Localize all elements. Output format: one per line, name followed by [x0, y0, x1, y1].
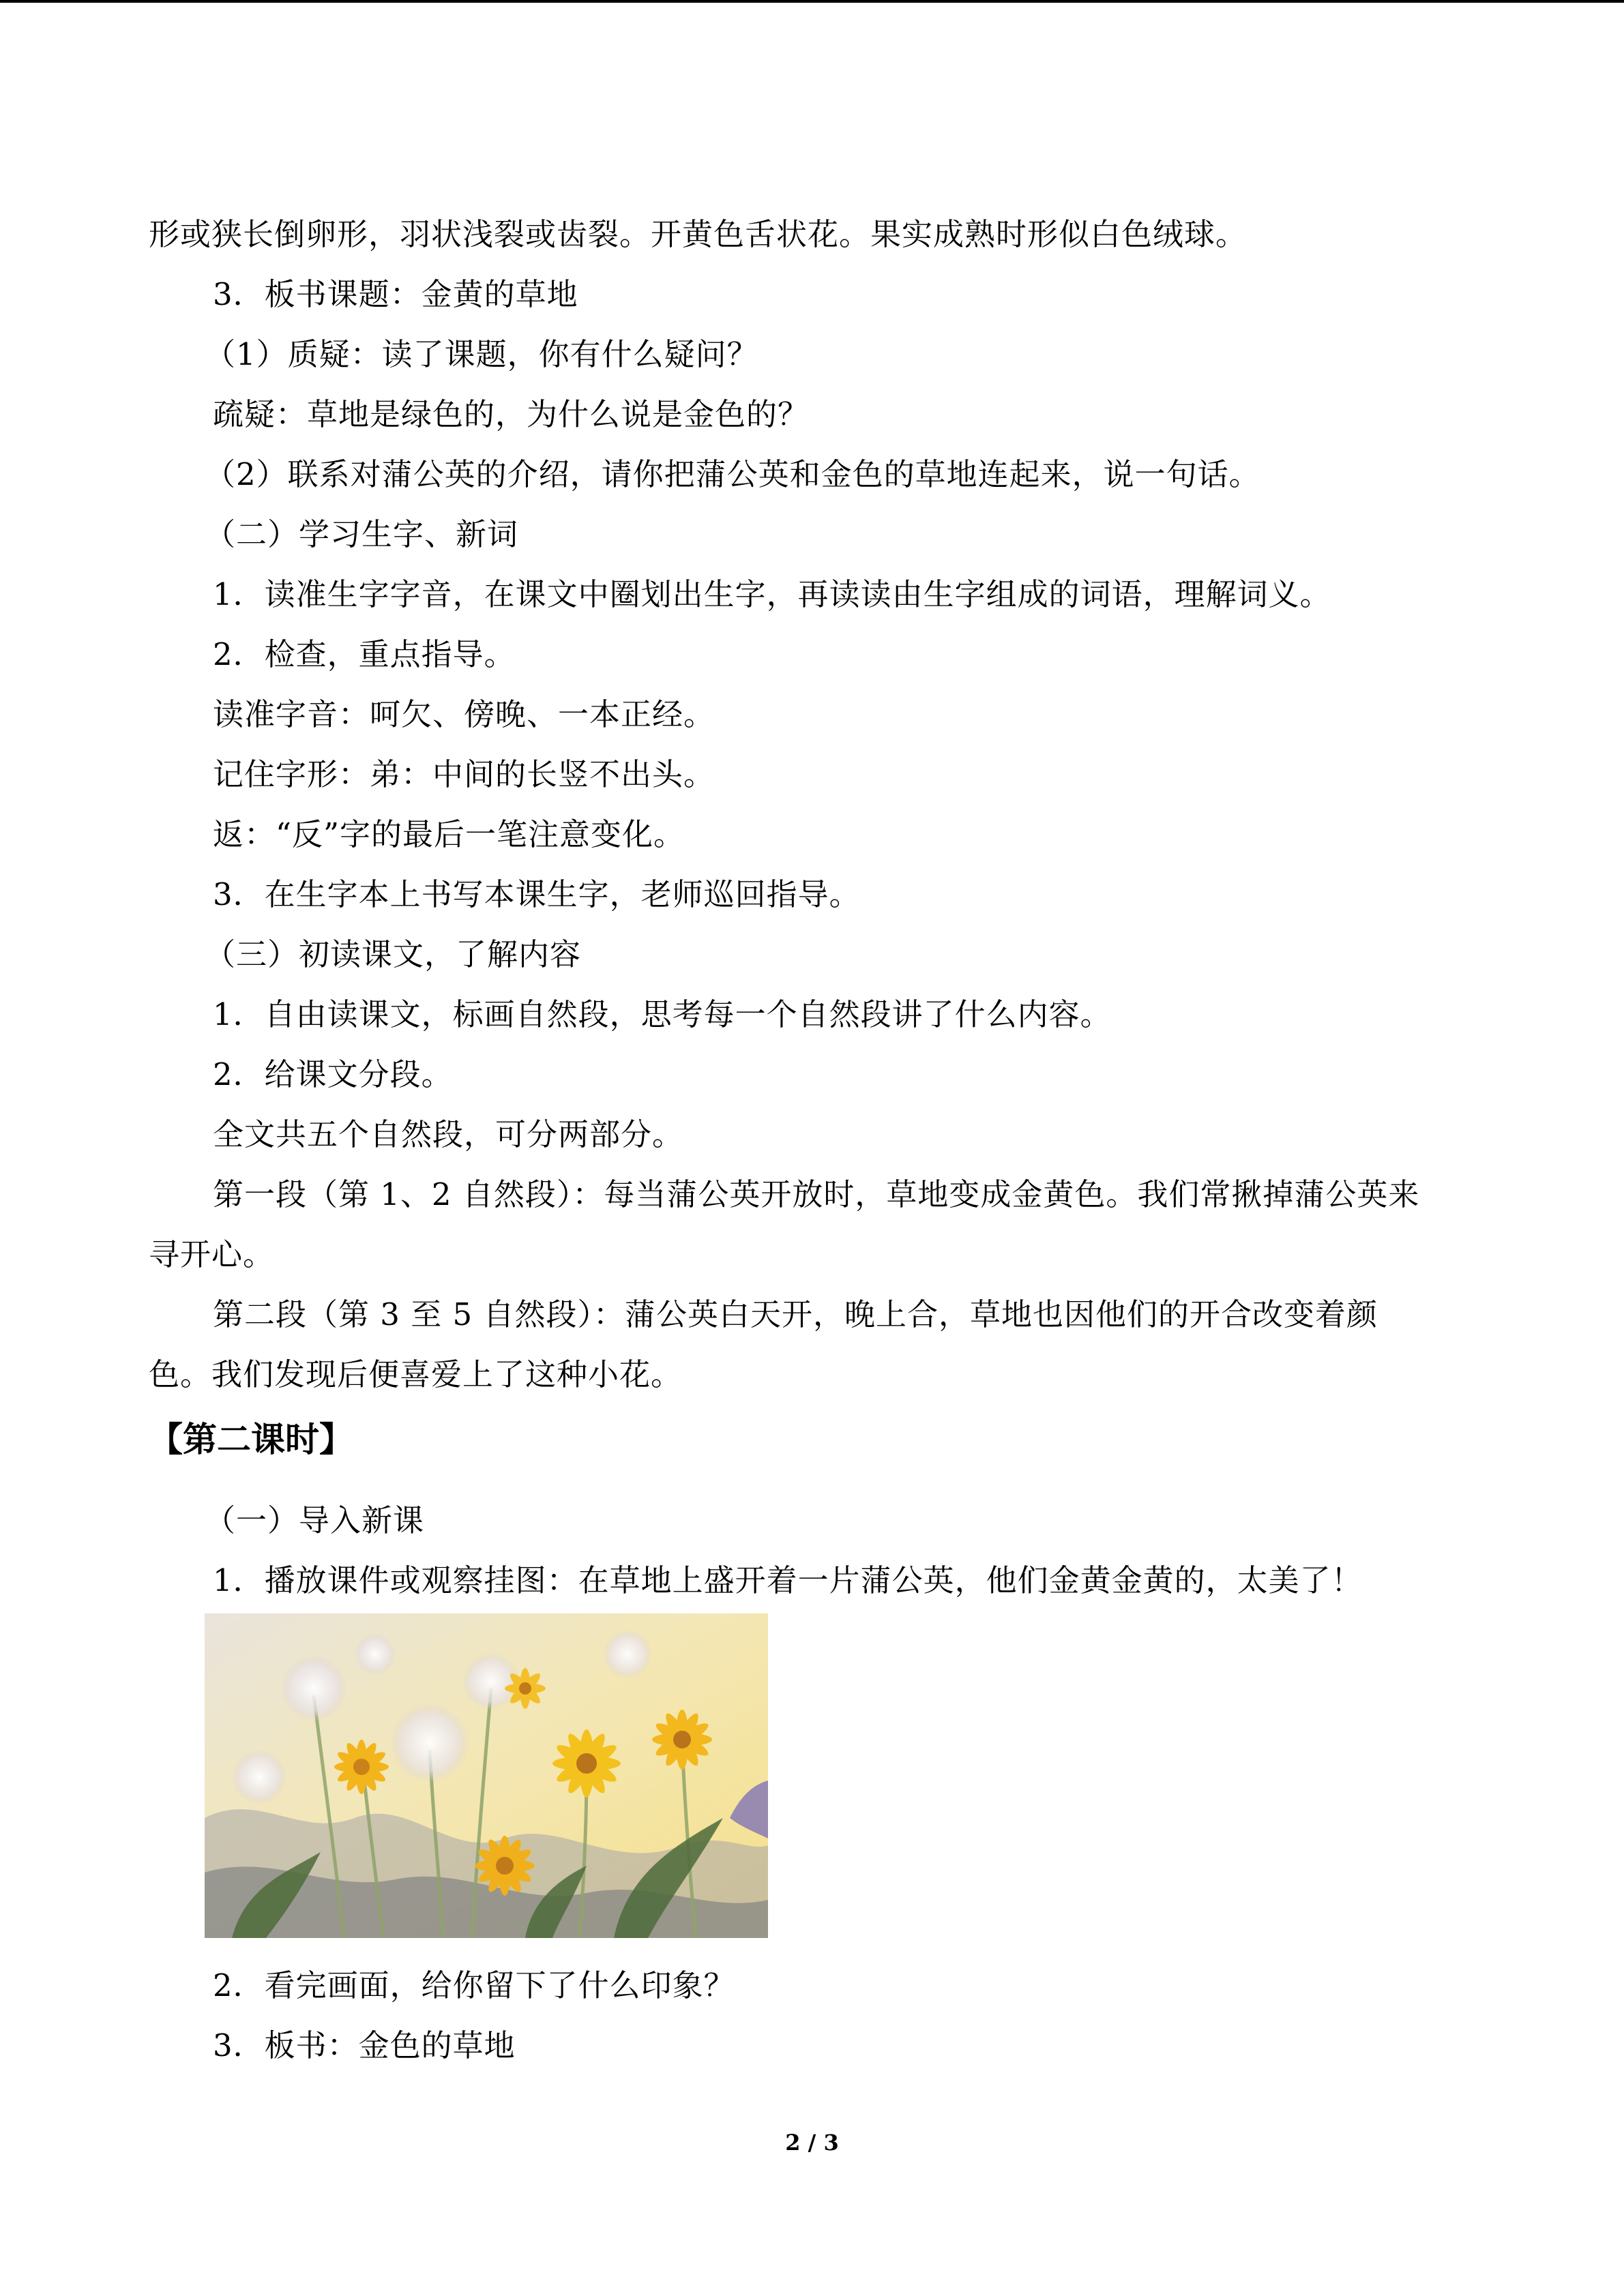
- paragraph-line: 寻开心。: [149, 1236, 275, 1272]
- paragraph-line: 1．读准生字字音，在课文中圈划出生字，再读读由生字组成的词语，理解词义。: [213, 576, 1331, 612]
- paragraph-line: 记住字形：弟：中间的长竖不出头。: [213, 756, 715, 792]
- paragraph-line: 2．给课文分段。: [213, 1056, 453, 1092]
- paragraph-line: 色。我们发现后便喜爱上了这种小花。: [149, 1356, 683, 1392]
- paragraph-line: 3．在生字本上书写本课生字，老师巡回指导。: [213, 876, 861, 912]
- paragraph-line: 读准字音：呵欠、傍晚、一本正经。: [213, 696, 715, 732]
- paragraph-line: 3．板书课题：金黄的草地: [213, 276, 578, 312]
- top-border: [0, 0, 1624, 3]
- section-heading: 【第二课时】: [149, 1420, 353, 1459]
- paragraph-line: 返：“反”字的最后一笔注意变化。: [213, 816, 685, 852]
- subsection-title: （二）学习生字、新词: [205, 516, 519, 552]
- paragraph-line: 形或狭长倒卵形，羽状浅裂或齿裂。开黄色舌状花。果实成熟时形似白色绒球。: [149, 216, 1247, 252]
- page-number: 2 / 3: [785, 2130, 839, 2156]
- paragraph-line: 3．板书：金色的草地: [213, 2027, 516, 2063]
- paragraph-line: （1）质疑：读了课题，你有什么疑问？: [205, 336, 758, 372]
- paragraph-line: （2）联系对蒲公英的介绍，请你把蒲公英和金色的草地连起来，说一句话。: [205, 456, 1260, 492]
- dandelion-illustration: [205, 1613, 768, 1938]
- subsection-title: （三）初读课文，了解内容: [205, 936, 582, 972]
- paragraph-line: 1．自由读课文，标画自然段，思考每一个自然段讲了什么内容。: [213, 996, 1112, 1032]
- paragraph-line: 全文共五个自然段，可分两部分。: [213, 1116, 684, 1152]
- paragraph-line: 第一段（第 1、2 自然段）：每当蒲公英开放时，草地变成金黄色。我们常揪掉蒲公英来: [213, 1176, 1420, 1212]
- paragraph-line: 2．看完画面，给你留下了什么印象？: [213, 1967, 735, 2003]
- paragraph-line: 2．检查，重点指导。: [213, 636, 516, 672]
- paragraph-line: 1．播放课件或观察挂图：在草地上盛开着一片蒲公英，他们金黄金黄的，太美了！: [213, 1562, 1363, 1598]
- paragraph-line: 疏疑：草地是绿色的，为什么说是金色的？: [213, 396, 810, 432]
- paragraph-line: 第二段（第 3 至 5 自然段）：蒲公英白天开，晚上合，草地也因他们的开合改变着颜: [213, 1296, 1378, 1332]
- subsection-title: （一）导入新课: [205, 1502, 425, 1538]
